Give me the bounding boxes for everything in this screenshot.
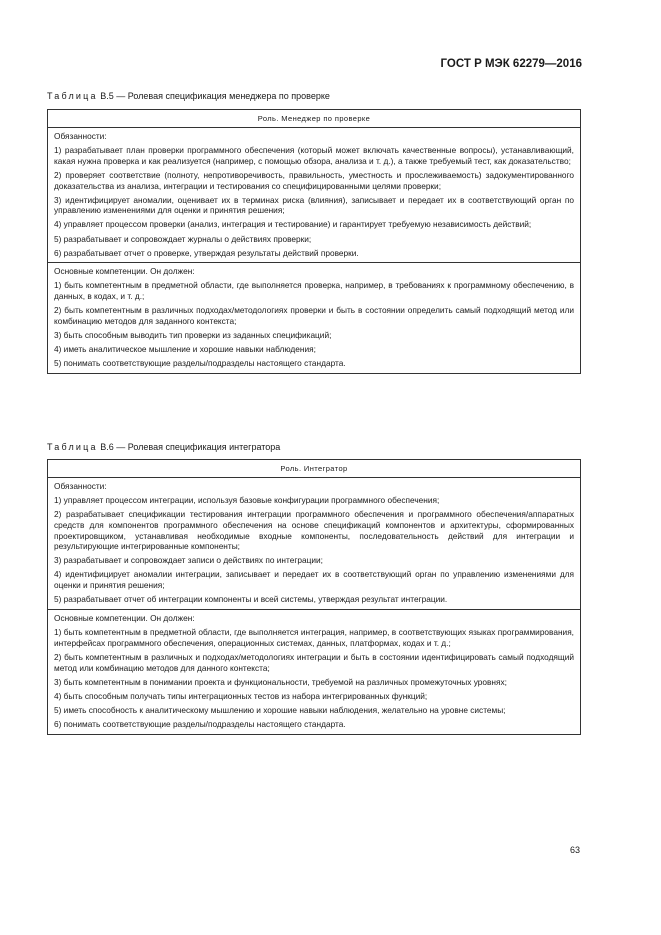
table-caption [47, 91, 330, 101]
list-item: 3) быть компетентным в понимании проекта и функциональности, требуемой на различных промежуточных уровнях; [54, 676, 507, 687]
list-item: 6) понимать соответствующие разделы/подразделы настоящего стандарта. [54, 718, 346, 729]
caption-title: В.6 — Ролевая спецификация интегратора [97, 442, 281, 452]
document-header: ГОСТ Р МЭК 62279—2016 [440, 58, 582, 70]
competencies-section [48, 262, 580, 373]
list-item: 2) разрабатывает спецификации тестирования интеграции программного обеспечения и программного обеспечения/аппаратных средств для компонентов программного обеспечения на основе спецификаций компонентов и архитектуры, сформированных проектировщиком, устанавливая необходимые входные компоненты, последовательность действий для интеграции и результирующие интегрированные компоненты; [54, 509, 574, 552]
list-item: 2) проверяет соответствие (полноту, непротиворечивость, правильность, уместность и прослеживаемость) задокументированного доказательства из анализа, интеграции и тестирования со специфицированными целями проверки; [54, 169, 574, 191]
caption-title: В.5 — Ролевая спецификация менеджера по проверке [97, 91, 330, 101]
page-number: 63 [570, 845, 581, 855]
section-heading: Обязанности: [54, 131, 107, 141]
section-heading: Основные компетенции. Он должен: [54, 266, 195, 277]
duties-section [48, 478, 580, 609]
section-heading: Обязанности: [54, 481, 107, 491]
table-caption [47, 442, 280, 452]
list-item: 1) быть компетентным в предметной области, где выполняется интеграция, например, в соответствующих языках программирования, интерфейсах программного обеспечения, операционных системах, данных, платформах, кодах и т. д.; [54, 627, 574, 648]
role-header: Роль. Менеджер по проверке [48, 110, 580, 128]
list-item: 1) быть компетентным в предметной области, где выполняется проверка, например, в требованиях к программному обеспечению, в данных, в кодах, и т. д.; [54, 280, 574, 302]
list-item: 5) понимать соответствующие разделы/подразделы настоящего стандарта. [54, 358, 346, 369]
list-item: 5) разрабатывает и сопровождает журналы о действиях проверки; [54, 233, 312, 244]
list-item: 2) быть компетентным в различных подходах/методологиях проверки и быть в состоянии определить самый подходящий метод или комбинацию методов для заданного контекста; [54, 305, 574, 326]
list-item: 1) разрабатывает план проверки программного обеспечения (который может включать качественные вопросы), устанавливающий, какая нужна проверка и как реализуется (например, с помощью обзора, анализа и т. д.), а также требуемый тест, как доказательство; [54, 145, 574, 166]
list-item: 4) быть способным получать типы интеграционных тестов из набора интегрированных функций; [54, 690, 428, 701]
list-item: 1) управляет процессом интеграции, используя базовые конфигурации программного обеспечения; [54, 495, 440, 506]
caption-prefix: Таблица [47, 91, 98, 101]
duties-section [48, 128, 580, 262]
list-item: 4) иметь аналитическое мышление и хорошие навыки наблюдения; [54, 344, 316, 355]
list-item: 5) иметь способность к аналитическому мышлению и хорошие навыки наблюдения, желательно на уровне системы; [54, 704, 506, 715]
section-heading: Основные компетенции. Он должен: [54, 612, 195, 623]
list-item: 5) разрабатывает отчет об интеграции компоненты и всей системы, утверждая результат интеграции. [54, 594, 448, 605]
role-table-verifier [47, 109, 581, 374]
caption-prefix: Таблица [47, 442, 98, 452]
list-item: 3) разрабатывает и сопровождает записи о действиях по интеграции; [54, 555, 323, 566]
competencies-section [48, 609, 580, 734]
list-item: 6) разрабатывает отчет о проверке, утверждая результаты действий проверки. [54, 247, 359, 258]
list-item: 4) идентифицирует аномалии интеграции, записывает и передает их в соответствующий орган по управлению изменениями для оценки и принятия решения; [54, 569, 574, 591]
role-header: Роль. Интегратор [48, 460, 580, 478]
role-table-integrator [47, 459, 581, 735]
list-item: 4) управляет процессом проверки (анализ, интеграция и тестирование) и гарантирует требуемую независимость действий; [54, 219, 532, 230]
list-item: 2) быть компетентным в различных и подходах/методологиях интеграции и быть в состоянии идентифицировать самый подходящий метод или комбинацию методов для данного контекста; [54, 651, 574, 673]
list-item: 3) идентифицирует аномалии, оценивает их в терминах риска (влияния), записывает и передает их в соответствующий орган по управлению изменениями для оценки и принятия решения; [54, 194, 574, 216]
list-item: 3) быть способным выводить тип проверки из заданных спецификаций; [54, 330, 332, 341]
